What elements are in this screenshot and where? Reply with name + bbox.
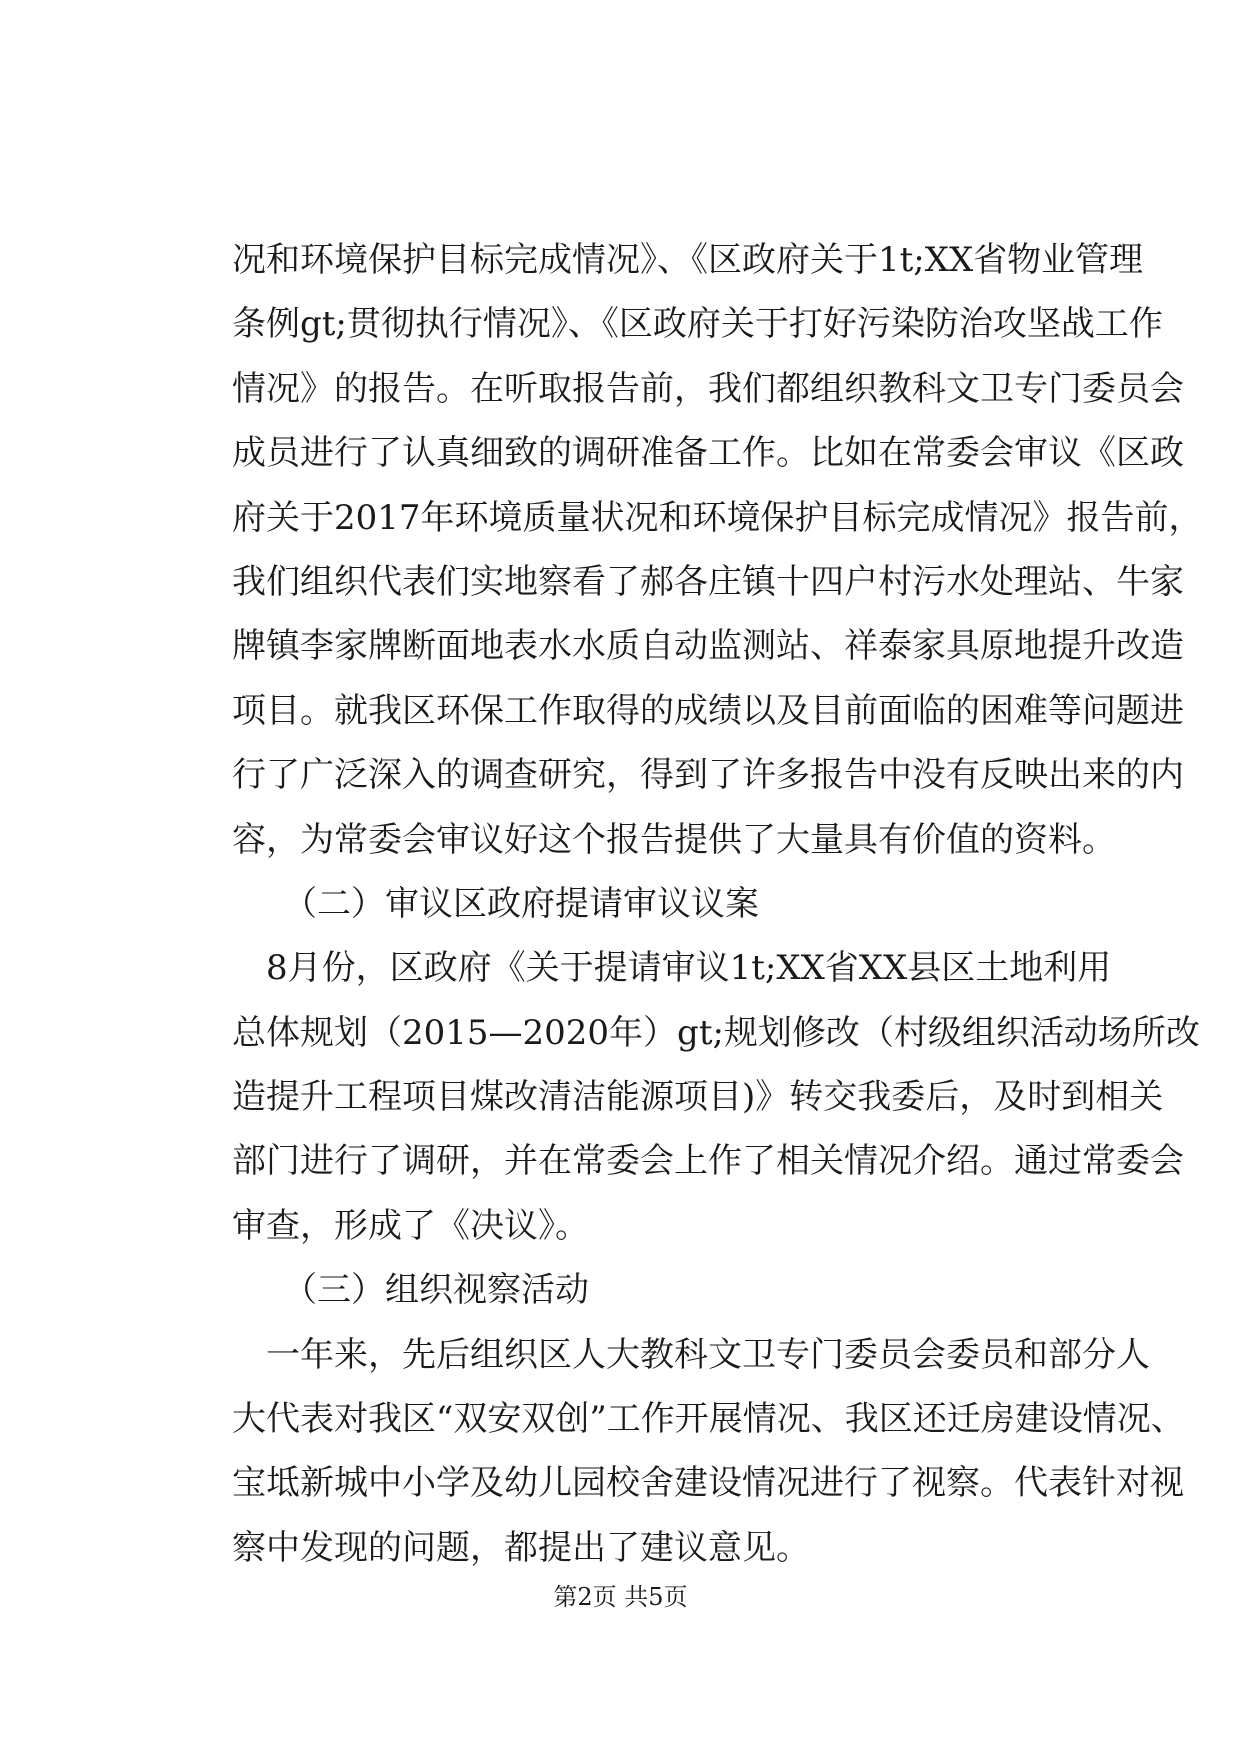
text-line: 条例gt;贯彻执行情况》、《区政府关于打好污染防治攻坚战工作 [232, 304, 1163, 345]
page-footer: 第2页 共5页 [553, 1583, 688, 1611]
text-line: 宝坻新城中小学及幼儿园校舍建设情况进行了视察。代表针对视 [232, 1463, 1184, 1504]
text-line: 大代表对我区“双安双创”工作开展情况、我区还迁房建设情况、 [232, 1399, 1185, 1440]
text-line: 府关于2017年环境质量状况和环境保护目标完成情况》报告前， [232, 497, 1203, 538]
text-line: 总体规划（2015—2020年）gt;规划修改（村级组织活动场所改 [232, 1012, 1200, 1053]
text-line: 情况》的报告。在听取报告前，我们都组织教科文卫专门委员会 [232, 368, 1184, 409]
text-line: 造提升工程项目煤改清洁能源项目)》转交我委后，及时到相关 [232, 1077, 1164, 1118]
text-line: 容，为常委会审议好这个报告提供了大量具有价值的资料。 [232, 819, 1116, 860]
text-line: 部门进行了调研，并在常委会上作了相关情况介绍。通过常委会 [232, 1141, 1184, 1182]
text-line: （三）组织视察活动 [232, 1270, 589, 1311]
text-line: 审查，形成了《决议》。 [232, 1205, 589, 1246]
text-line: 成员进行了认真细致的调研准备工作。比如在常委会审议《区政 [232, 433, 1184, 474]
text-line: 我们组织代表们实地察看了郝各庄镇十四户村污水处理站、牛家 [232, 561, 1184, 602]
text-line: 况和环境保护目标完成情况》、《区政府关于1t;XX省物业管理 [232, 240, 1144, 280]
text-line: 一年来，先后组织区人大教科文卫专门委员会委员和部分人 [232, 1334, 1150, 1375]
document-body [232, 228, 1203, 1580]
text-line: 牌镇李家牌断面地表水水质自动监测站、祥泰家具原地提升改造 [232, 626, 1184, 667]
text-line: 项目。就我区环保工作取得的成绩以及目前面临的困难等问题进 [232, 690, 1184, 731]
text-line: 8月份，区政府《关于提请审议1t;XX省XX县区土地利用 [232, 948, 1112, 989]
text-line: 行了广泛深入的调查研究，得到了许多报告中没有反映出来的内 [232, 755, 1184, 796]
text-line: （二）审议区政府提请审议议案 [232, 883, 759, 924]
text-line: 察中发现的问题，都提出了建议意见。 [232, 1527, 810, 1568]
